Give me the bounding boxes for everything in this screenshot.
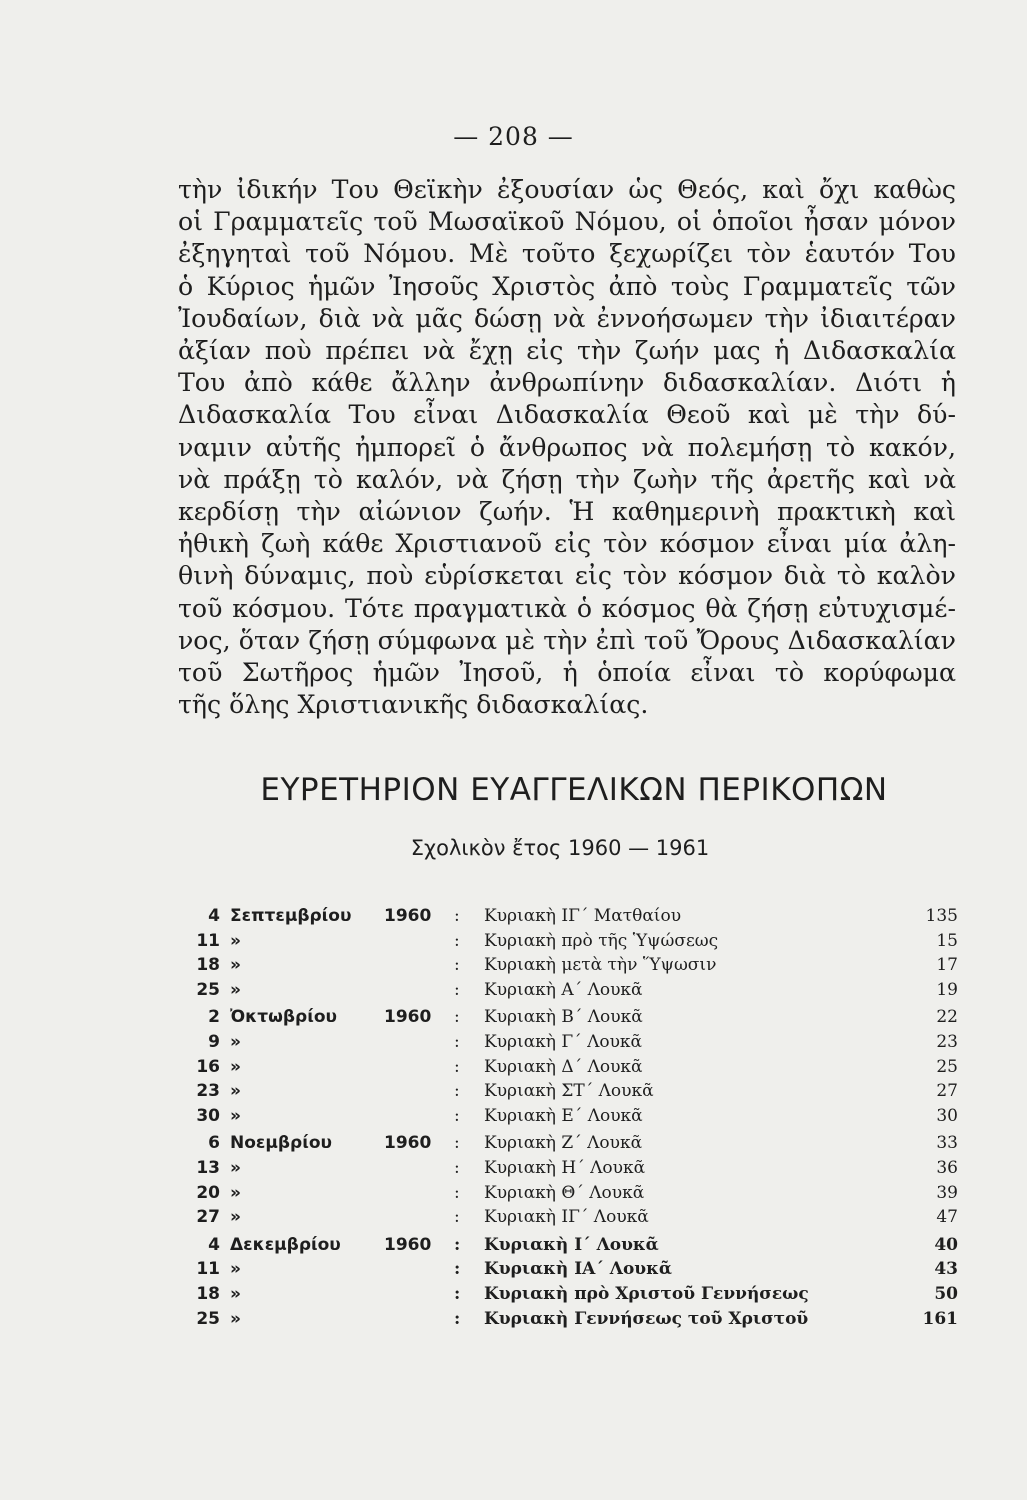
body-line: κερδίσῃ τὴν αἰώνιον ζωήν. Ἡ καθημερινὴ πρακτικὴ καὶ <box>178 497 956 527</box>
table-row <box>188 1282 958 1307</box>
row-description: Κυριακὴ Ζ΄ Λουκᾶ <box>484 1133 643 1154</box>
row-month: » <box>230 1157 241 1178</box>
row-month: » <box>230 1259 241 1280</box>
row-day: 20 <box>196 1182 220 1203</box>
row-separator: : <box>454 1133 460 1154</box>
body-line: νὰ πράξῃ τὸ καλόν, νὰ ζήσῃ τὴν ζωὴν τῆς ἀρετῆς καὶ νὰ <box>178 464 956 494</box>
row-page-number: 33 <box>936 1133 958 1154</box>
body-line: Διδασκαλία Του εἶναι Διδασκαλία Θεοῦ καὶ μὲ τὴν δύ- <box>178 400 956 430</box>
row-page-number: 19 <box>936 979 958 1000</box>
row-day: 11 <box>196 930 220 951</box>
body-line: τὴν ἰδικήν Του Θεϊκὴν ἐξουσίαν ὡς Θεός, καὶ ὄχι καθὼς <box>178 175 956 204</box>
row-description: Κυριακὴ ΙΑ΄ Λουκᾶ <box>484 1259 672 1280</box>
table-row <box>188 1156 958 1181</box>
row-day: 25 <box>196 979 220 1000</box>
page-number: — 208 — <box>453 122 574 151</box>
row-description: Κυριακὴ ΙΓ΄ Ματθαίου <box>484 906 682 926</box>
body-paragraph <box>178 174 956 721</box>
row-description: Κυριακὴ Β΄ Λουκᾶ <box>484 1007 643 1028</box>
row-separator: : <box>454 930 460 951</box>
row-year: 1960 <box>384 906 432 926</box>
body-line: τοῦ Σωτῆρος ἡμῶν Ἰησοῦ, ἡ ὁποία εἶναι τὸ κορύφωμα <box>178 658 956 688</box>
table-row <box>188 1205 958 1230</box>
table-row <box>188 978 958 1003</box>
row-separator: : <box>454 1105 460 1126</box>
row-separator: : <box>454 1259 461 1280</box>
table-row <box>188 904 958 929</box>
row-day: 27 <box>196 1207 220 1228</box>
row-description: Κυριακὴ Ι΄ Λουκᾶ <box>484 1234 659 1255</box>
table-row <box>188 953 958 978</box>
row-day: 18 <box>196 955 220 976</box>
row-description: Κυριακὴ πρὸ Χριστοῦ Γεννήσεως <box>484 1283 809 1304</box>
row-description: Κυριακὴ Ε΄ Λουκᾶ <box>484 1105 643 1126</box>
row-separator: : <box>454 1157 460 1178</box>
body-line: ἠθικὴ ζωὴ κάθε Χριστιανοῦ εἰς τὸν κόσμον εἶναι μία ἀλη- <box>178 529 956 559</box>
row-month: Σεπτεμβρίου <box>230 906 352 926</box>
body-line: νος, ὅταν ζήσῃ σύμφωνα μὲ τὴν ἐπὶ τοῦ Ὄρους Διδασκαλίαν <box>178 625 956 655</box>
row-description: Κυριακὴ Γεννήσεως τοῦ Χριστοῦ <box>484 1308 809 1329</box>
body-line: οἱ Γραμματεῖς τοῦ Μωσαϊκοῦ Νόμου, οἱ ὁποῖοι ἦσαν μόνον <box>178 207 956 237</box>
row-page-number: 36 <box>936 1157 958 1178</box>
body-line: τοῦ κόσμου. Τότε πραγματικὰ ὁ κόσμος θὰ ζήσῃ εὐτυχισμέ- <box>178 593 956 623</box>
row-description: Κυριακὴ πρὸ τῆς Ὑψώσεως <box>484 930 719 951</box>
row-description: Κυριακὴ Γ΄ Λουκᾶ <box>484 1031 643 1052</box>
table-row <box>188 1079 958 1104</box>
index-subtitle: Σχολικὸν ἔτος 1960 — 1961 <box>410 836 710 860</box>
row-day: 4 <box>208 906 220 926</box>
row-description: Κυριακὴ Δ΄ Λουκᾶ <box>484 1056 643 1077</box>
body-line: ὁ Κύριος ἡμῶν Ἰησοῦς Χριστὸς ἀπὸ τοὺς Γραμματεῖς τῶν <box>178 271 956 301</box>
index-table <box>188 904 958 1331</box>
row-separator: : <box>454 1207 460 1228</box>
table-row <box>188 929 958 954</box>
row-page-number: 15 <box>936 930 958 951</box>
table-row <box>188 1181 958 1206</box>
row-month: Δεκεμβρίου <box>230 1234 341 1255</box>
table-row <box>188 1104 958 1129</box>
row-separator: : <box>454 1308 461 1329</box>
row-separator: : <box>454 906 460 926</box>
body-line: θινὴ δύναμις, ποὺ εὑρίσκεται εἰς τὸν κόσμον διὰ τὸ καλὸν <box>178 561 956 591</box>
row-page-number: 161 <box>922 1308 958 1329</box>
row-page-number: 17 <box>936 955 958 976</box>
row-separator: : <box>454 1182 460 1203</box>
row-month: » <box>230 930 241 951</box>
body-line: Του ἀπὸ κάθε ἄλλην ἀνθρωπίνην διδασκαλίαν. Διότι ἡ <box>178 368 956 398</box>
body-line: τῆς ὅλης Χριστιανικῆς διδασκαλίας. <box>178 690 649 720</box>
body-line: ἀξίαν ποὺ πρέπει νὰ ἔχῃ εἰς τὴν ζωήν μας ἡ Διδασκαλία <box>178 336 956 366</box>
row-year: 1960 <box>384 1133 432 1154</box>
row-day: 6 <box>208 1133 220 1154</box>
row-page-number: 47 <box>936 1207 958 1228</box>
row-separator: : <box>454 1056 460 1077</box>
row-page-number: 135 <box>925 906 958 926</box>
row-page-number: 39 <box>936 1182 958 1203</box>
row-day: 23 <box>196 1081 220 1102</box>
table-row <box>188 1030 958 1055</box>
row-description: Κυριακὴ ΙΓ΄ Λουκᾶ <box>484 1207 649 1228</box>
row-month: » <box>230 1056 241 1077</box>
row-description: Κυριακὴ Α΄ Λουκᾶ <box>484 979 643 1000</box>
row-page-number: 23 <box>936 1031 958 1052</box>
row-page-number: 25 <box>936 1056 958 1077</box>
row-description: Κυριακὴ μετὰ τὴν Ὕψωσιν <box>484 955 717 976</box>
table-row <box>188 1131 958 1156</box>
row-separator: : <box>454 1081 460 1102</box>
row-day: 4 <box>208 1234 220 1255</box>
row-year: 1960 <box>384 1007 432 1028</box>
row-separator: : <box>454 979 460 1000</box>
row-description: Κυριακὴ Η΄ Λουκᾶ <box>484 1157 646 1178</box>
row-month: » <box>230 1081 241 1102</box>
index-title: ΕΥΡΕΤΗΡΙΟΝ ΕΥΑΓΓΕΛΙΚΩΝ ΠΕΡΙΚΟΠΩΝ <box>260 772 888 808</box>
table-row <box>188 1233 958 1258</box>
row-month: » <box>230 1105 241 1126</box>
row-separator: : <box>454 955 460 976</box>
row-month: » <box>230 1207 241 1228</box>
row-day: 2 <box>208 1007 220 1028</box>
body-line: ἐξηγηταὶ τοῦ Νόμου. Μὲ τοῦτο ξεχωρίζει τὸν ἑαυτόν Του <box>178 239 956 269</box>
row-month: » <box>230 1031 241 1052</box>
row-day: 30 <box>196 1105 220 1126</box>
row-day: 9 <box>208 1031 220 1052</box>
row-day: 13 <box>196 1157 220 1178</box>
row-month: » <box>230 1308 241 1329</box>
row-month: » <box>230 1182 241 1203</box>
row-month: » <box>230 955 241 976</box>
row-day: 25 <box>196 1308 220 1329</box>
row-page-number: 40 <box>934 1234 958 1255</box>
row-page-number: 50 <box>934 1283 958 1304</box>
table-row <box>188 1005 958 1030</box>
row-month: » <box>230 1283 241 1304</box>
row-day: 16 <box>196 1056 220 1077</box>
row-month: Ὀκτωβρίου <box>230 1007 337 1028</box>
row-separator: : <box>454 1007 460 1028</box>
table-row <box>188 1055 958 1080</box>
row-page-number: 27 <box>936 1081 958 1102</box>
row-month: » <box>230 979 241 1000</box>
row-description: Κυριακὴ ΣΤ΄ Λουκᾶ <box>484 1081 654 1102</box>
body-line: ναμιν αὐτῆς ἠμπορεῖ ὁ ἄνθρωπος νὰ πολεμήσῃ τὸ κακόν, <box>178 432 956 462</box>
row-separator: : <box>454 1234 461 1255</box>
row-description: Κυριακὴ Θ΄ Λουκᾶ <box>484 1182 645 1203</box>
row-day: 18 <box>196 1283 220 1304</box>
body-line: Ἰουδαίων, διὰ νὰ μᾶς δώσῃ νὰ ἐννοήσωμεν τὴν ἰδιαιτέραν <box>178 303 956 333</box>
row-page-number: 43 <box>934 1259 958 1280</box>
row-page-number: 22 <box>936 1007 958 1028</box>
row-year: 1960 <box>384 1234 432 1255</box>
row-month: Νοεμβρίου <box>230 1133 332 1154</box>
row-separator: : <box>454 1283 461 1304</box>
table-row <box>188 1257 958 1282</box>
row-separator: : <box>454 1031 460 1052</box>
table-row <box>188 1307 958 1332</box>
row-page-number: 30 <box>936 1105 958 1126</box>
row-day: 11 <box>196 1259 220 1280</box>
